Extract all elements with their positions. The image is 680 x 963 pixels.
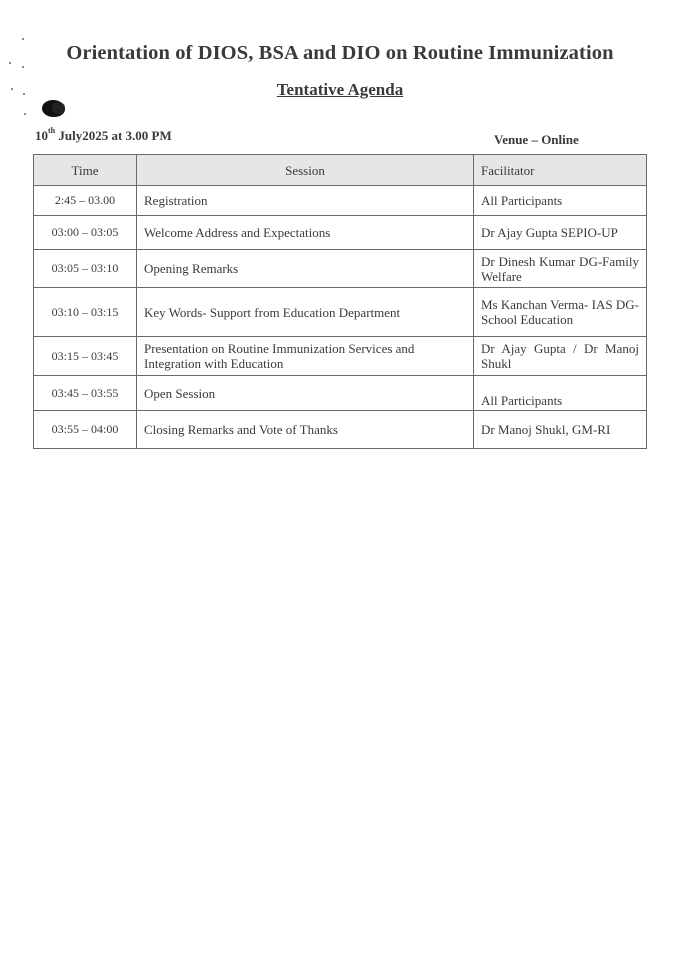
date-day: 10: [35, 128, 48, 143]
table-row: [34, 216, 647, 250]
scan-speck: [22, 38, 24, 40]
header-facilitator: Facilitator: [474, 155, 647, 186]
table-row: [34, 288, 647, 337]
cell-time: 03:55 – 04:00: [34, 411, 137, 449]
scan-speck: [24, 113, 26, 115]
event-date: [35, 128, 172, 144]
document-title: Orientation of DIOS, BSA and DIO on Routine Immunization: [66, 42, 614, 64]
cell-facilitator: Ms Kanchan Verma- IAS DG-School Education: [474, 288, 647, 337]
cell-facilitator: Dr Dinesh Kumar DG-Family Welfare: [474, 250, 647, 288]
cell-time: 03:10 – 03:15: [34, 288, 137, 337]
subtitle-wrap: [0, 80, 680, 100]
cell-time: 03:05 – 03:10: [34, 250, 137, 288]
cell-facilitator: All Participants: [474, 376, 647, 411]
cell-time: 03:45 – 03:55: [34, 376, 137, 411]
cell-facilitator: Dr Ajay Gupta SEPIO-UP: [474, 216, 647, 250]
event-venue: Venue – Online: [494, 132, 579, 147]
cell-session: Key Words- Support from Education Department: [137, 288, 474, 337]
cell-time: 03:00 – 03:05: [34, 216, 137, 250]
table-row: [34, 250, 647, 288]
header-time: Time: [34, 155, 137, 186]
scan-speck: [22, 66, 24, 68]
table-row: [34, 411, 647, 449]
cell-facilitator: Dr Manoj Shukl, GM-RI: [474, 411, 647, 449]
cell-session: Open Session: [137, 376, 474, 411]
cell-session: Closing Remarks and Vote of Thanks: [137, 411, 474, 449]
cell-facilitator: Dr Ajay Gupta / Dr Manoj Shukl: [474, 337, 647, 376]
document-subtitle: Tentative Agenda: [276, 80, 404, 99]
agenda-header-row: [34, 155, 647, 186]
cell-session: Presentation on Routine Immunization Services and Integration with Education: [137, 337, 474, 376]
ink-blot-mark: [42, 100, 65, 117]
table-row: [34, 186, 647, 216]
cell-session: Welcome Address and Expectations: [137, 216, 474, 250]
cell-facilitator: All Participants: [474, 186, 647, 216]
table-row: [34, 376, 647, 411]
cell-time: 03:15 – 03:45: [34, 337, 137, 376]
table-row: [34, 337, 647, 376]
date-suffix: th: [48, 126, 56, 135]
cell-session: Opening Remarks: [137, 250, 474, 288]
date-rest: July2025 at 3.00 PM: [55, 128, 172, 143]
cell-time: 2:45 – 03.00: [34, 186, 137, 216]
agenda-table: [33, 154, 647, 449]
cell-session: Registration: [137, 186, 474, 216]
header-session: Session: [137, 155, 474, 186]
